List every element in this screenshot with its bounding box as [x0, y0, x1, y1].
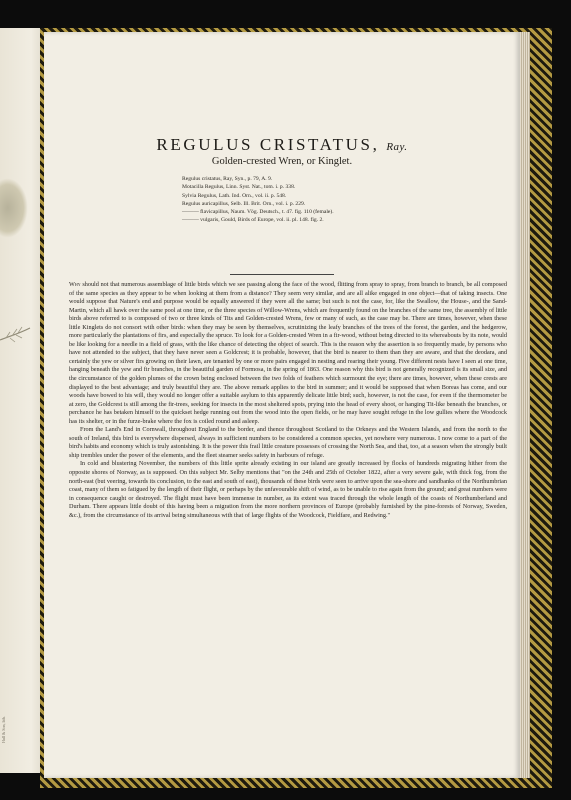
synonymy-list: [182, 175, 442, 225]
synonym-line: Regulus auricapillus, Selb. Ill. Brit. Orn., vol. i. p. 229.: [182, 200, 306, 207]
plate-branch-illustration: [0, 318, 40, 358]
synonym-line: ——— flavicapillus, Naum. Vög. Deutsch., t. 47. fig. 110 (female).: [182, 209, 334, 216]
plate-bird-illustration: [0, 178, 28, 238]
paragraph: [69, 281, 507, 426]
body-text: [69, 281, 507, 520]
synonym-line: Motacilla Regulus, Linn. Syst. Nat., tom. i. p. 338.: [182, 184, 296, 191]
text-page: [44, 32, 520, 778]
paragraph: In cold and blustering November, the numbers of this little sprite already existing in our island are greatly increased by flocks of hundreds migrating hither from the opposite shores of Norway, as is supposed. On this subject Mr. Selby mentions that "on the 24th and 25th of October 1822, after a very severe gale, with thick fog, from the north-east (but veering, towards its conclusion, to the east and south of east), thousands of these birds were seen to arrive upon the sea-shore and sandbanks of the Northumbrian coast, many of them so fatigued by the length of their flight, or perhaps by the unfavourable shift of wind, as to be unable to rise again from the ground; and great numbers were in consequence caught or destroyed. The flight must have been immense in number, as its extent was traced through the whole length of the coasts of Northumberland and Durham. There appears little doubt of this having been a migration from the more northern provinces of Europe (probably furnished by the pine-forests of Norway, Sweden, &c.), from the circumstance of its arrival being simultaneous with that of large flights of the Woodcock, Fieldfare, and Redwing.": [69, 460, 507, 519]
section-divider: [230, 274, 334, 275]
species-title: [44, 135, 520, 155]
species-title-text: REGULUS CRISTATUS,: [156, 135, 380, 154]
species-authority: Ray.: [386, 141, 408, 153]
common-name: Golden-crested Wren, or Kinglet.: [211, 156, 353, 167]
synonym-line: ——— vulgaris, Gould, Birds of Europe, vol. ii. pl. 148. fig. 2.: [182, 217, 324, 224]
plate-caption: Hull & Son, lith.: [1, 716, 6, 743]
synonym-line: Sylvia Regulus, Lath. Ind. Orn., vol. ii. p. 548.: [182, 192, 287, 199]
paragraph-text: should not that numerous assemblage of little birds which we see passing along the face of the wood, flitting from spray to spray, from branch to branch, be all composed of the same species as they appear to be when looking at them from a distance? They seem very similar, and are all alike engaged in one object—that of taking insects. One would suppose that Nature's end and purpose would be equally answered if they were all the same; but such is not the case, for, like the Swallow, the House-, and the Sand-Martin, which all hawk over the same pool at one time, or the three species of Willow-Wrens, which are frequently found on the branches of the same tree, the assembly of little birds above referred to is composed of two or three kinds of Tits and Golden-crested Wrens, few or many of such, as the case may be. There are times, however, when these little Kinglets do not consort with other birds: when they may be seen by themselves, scrutinizing the leafy branches of the trees of the forest, the garden, and the hedgerow, more particularly the plantations of firs, and especially the spruce. To look for a Golden-crested Wren in a fir-wood, without being directed to its whereabouts by its note, would be like looking for a needle in a field of grass, with the like chance of detecting the object of search. This is the reason why the assertion is so frequently made, by persons who have not attended to the subject, that they have never seen a Goldcrest; it is probable, however, that the bird is nearer to them than they are aware, and that the deodara, and certainly the yew or silver firs growing on their lawn, are tenanted by one or more pairs engaged in nesting and rearing their young. Five different nests have I seen at one time, hanging beneath the yew and fir branches, in the beautiful garden of Formosa, in the spring of 1863. One reason why this bird is not generally recognized is its small size, and the circumstance of the golden plumes of the crown being enclosed between the two folds of feathers which surmount the eye; there are times, however, when these crests are displayed to the best advantage; and truly beautiful they are. The above remark applies to the bird in summer; and it would be supposed that when Boreas has come, and our woods have bowed to his will, they would no longer offer a suitable asylum to this apparently delicate little bird; such, however, is not the case, for even if the thermometer be at zero, the Goldcrest is still among the fir-trees, seeking for insects in the most sheltered spots, prying into the head of every shoot, or hanging Tit-like beneath the branches, or perchance he has betaken himself to the quickset hedge running out from the wood into the open fields, or he may have sought refuge in the low gullies where the Woodcock has its shelter, or in the furze-brake where the fox is coiled round and asleep.: [69, 281, 508, 425]
paragraph-lead-word: Why: [69, 281, 81, 288]
synonym-line: Regulus cristatus, Ray, Syn., p. 79, A. 9.: [182, 176, 273, 182]
page-edges: [520, 32, 530, 778]
paragraph: From the Land's End in Cornwall, throughout England to the border, and thence throughout Scotland to the Orkneys and the Western Islands, and from the north to the south of Ireland, this bird is everywhere dispersed, always in sufficient numbers to be considered a common species, yet nowhere very numerous. I now come to a part of the bird's habits and economy which is truly astonishing. It is the power this frail little creature possesses of crossing the North Sea, and that, too, at a season when the strongly built ship trembles under the power of the elements, and the fleet steamer seeks safety in harbours of refuge.: [69, 426, 507, 459]
